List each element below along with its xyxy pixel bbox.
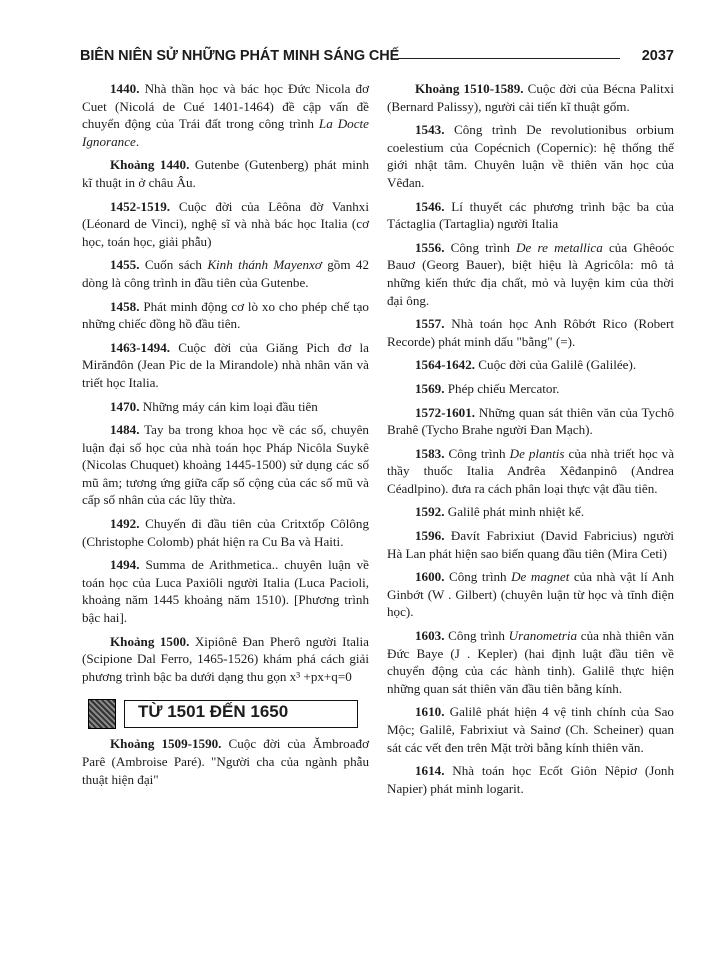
entry-text: Xipiônê Đan Pherô người Italia (Scipione Dal Ferro, 1465-1526) khám phá cách giải phương trình bậc ba dưới dạng thu gọn x³ +px+q=0: [82, 633, 369, 684]
section-heading: [82, 699, 369, 729]
entry-text: Cuộc đời của Ămbroađơ Parê (Ambroise Paré). "Người cha của ngành phẫu thuật hiện đại": [82, 736, 369, 787]
chronology-entry: [387, 315, 674, 350]
entry-text: Galilê phát minh nhiệt kế.: [447, 504, 585, 520]
entry-text: Công trình: [448, 569, 512, 585]
entry-text: Nhà toán học Ecốt Giôn Nêpiơ (Jonh Napier) phát minh logarit.: [387, 763, 675, 796]
chronology-entry: [387, 627, 674, 697]
entry-work-title: De magnet: [511, 569, 570, 585]
entry-date: 1610.: [415, 704, 445, 720]
chronology-entry: [387, 527, 674, 562]
entry-text: Cuốn sách: [144, 257, 208, 273]
entry-text: Cuộc đời của Galilê (Galilée).: [478, 357, 637, 373]
entry-text: Những máy cán kim loại đầu tiên: [142, 398, 318, 414]
entry-date: 1556.: [415, 239, 445, 255]
entry-date: 1494.: [110, 557, 140, 573]
entry-date: 1603.: [415, 628, 445, 644]
entry-text: Công trình: [450, 239, 517, 255]
chronology-entry: [82, 198, 369, 251]
entry-work-title: Kinh thánh Mayenxơ: [207, 257, 322, 273]
entry-text-continued: của Ghêoóc Bauơ (Georg Bauer), biệt hiệu là Agricôla: mô tả những kiến thức địa chất, mỏ và luyện kim của thời đại ông.: [387, 239, 675, 308]
chronology-entry: [82, 156, 369, 191]
ornament-icon: [88, 699, 116, 729]
entry-date: 1592.: [415, 504, 445, 520]
entry-date: 1470.: [110, 398, 140, 414]
entry-text: Cuộc đời của Bécna Palitxi (Bernard Palissy), người cải tiến kĩ thuật gốm.: [387, 81, 675, 114]
entry-work-title: De re metallica: [516, 239, 603, 255]
entry-date: Khoảng 1500.: [110, 633, 190, 649]
entry-text-continued: gồm 42 dòng là công trình in đầu tiên của Gutenbe.: [82, 257, 369, 290]
entry-text-continued: .: [135, 133, 140, 149]
entry-date: 1557.: [415, 316, 445, 332]
chronology-entry: [387, 121, 674, 191]
entry-text: Gutenbe (Gutenberg) phát minh kĩ thuật in ở châu Âu.: [82, 157, 369, 190]
entry-date: 1484.: [110, 422, 140, 438]
chronology-entry: [82, 421, 369, 509]
entry-text-continued: của nhà vật lí Anh Ginbớt (W . Gilbert) (chuyên luận từ học và tĩnh điện học).: [387, 569, 675, 620]
entry-text-continued: của nhà thiên văn Đức Baye (J . Kepler) (hai định luật đầu tiên về chuyển động của các hành tinh). Galilê thực hiện những quan sát thiên văn đầu tiên bằng kính.: [387, 628, 674, 696]
entry-text: Cuộc đời của Lêôna đờ Vanhxi (Léonard de Vinci), nghệ sĩ và nhà bác học Italia (cơ học, toán học, giải phẫu): [82, 198, 369, 249]
entry-text: Galilê phát hiện 4 vệ tinh chính của Sao Mộc; Galilê, Fabrixiut và Sainơ (Ch. Scheiner) quan sát các vết đen trên Mặt trời bằng kính thiên văn.: [387, 704, 674, 755]
chronology-entry: [387, 380, 674, 398]
right-column: [387, 80, 674, 803]
entry-text: Nhà thần học và bác học Đức Nicola đơ Cuet (Nicolá de Cué 1401-1464) đề cập vấn đề chuyển động của Trái đất trong công trình: [82, 81, 369, 132]
entry-date: 1492.: [110, 516, 140, 532]
entry-date: 1572-1601.: [415, 404, 476, 420]
page-number: 2037: [641, 48, 674, 64]
entry-work-title: De plantis: [509, 445, 565, 461]
chronology-entry: [387, 703, 674, 756]
entry-text: Lí thuyết các phương trình bậc ba của Táctaglia (Tartaglia) người Italia: [387, 198, 674, 232]
chronology-entry: [387, 239, 674, 309]
chronology-entry: [82, 633, 369, 686]
entry-date: 1455.: [110, 257, 140, 273]
entry-text: Summa de Arithmetica.. chuyên luận về toán học của Luca Paxiôli người Italia (Luca Pacioli, khoảng năm 1445 khoảng năm 1510). [Phương trình bậc hai].: [82, 557, 369, 626]
chronology-entry: [387, 762, 674, 797]
entry-date: Khoảng 1440.: [110, 157, 190, 173]
chronology-entry: [387, 356, 674, 374]
left-column: [82, 80, 369, 794]
running-title: BIÊN NIÊN SỬ NHỮNG PHÁT MINH SÁNG CHẾ: [80, 48, 400, 64]
chronology-entry: [387, 404, 674, 439]
entry-date: 1569.: [415, 380, 445, 396]
entry-text: Phát minh động cơ lò xo cho phép chế tạo những chiếc đồng hồ đầu tiên.: [82, 298, 369, 332]
entry-text: Công trình De revolutionibus orbium coelestium của Copécnich (Copernic): hệ thống thế giới nhật tâm. Chuyên luận về thiên văn học của Vêđan.: [387, 122, 675, 190]
entry-date: 1600.: [415, 569, 445, 585]
chronology-entry: [387, 445, 674, 498]
entry-text: Cuộc đời của Giăng Pich đơ la Mirănđôn (Jean Pic de la Mirandole) nhà nhân văn và triết học Italia.: [82, 339, 369, 390]
chronology-entry: [82, 556, 369, 626]
entry-text: Nhà toán học Anh Rôbớt Rico (Robert Recorde) phát minh dấu "bằng" (=).: [387, 316, 674, 349]
entry-date: 1564-1642.: [415, 357, 476, 373]
chronology-entry: [387, 198, 674, 233]
entry-date: 1543.: [415, 122, 445, 138]
left-entries: [82, 80, 369, 685]
chronology-entry: [387, 503, 674, 521]
entry-date: 1458.: [110, 298, 140, 314]
entry-text-continued: của nhà triết học và thầy thuốc Italia Anđrêa Xêđanpinô (Andrea Céadlpino). đưa ra cách phân loại thực vật đầu tiên.: [387, 445, 675, 496]
entry-text: Những quan sát thiên văn của Tychô Brahê (Tycho Brahe người Đan Mạch).: [387, 404, 674, 438]
entry-text: Đavít Fabrixiut (David Fabricius) người Hà Lan phát hiện sao biến quang đầu tiên (Mira Ceti): [387, 528, 674, 561]
entry-date: 1596.: [415, 528, 445, 544]
chronology-entry: [387, 80, 674, 115]
entry-date: 1463-1494.: [110, 339, 171, 355]
entry-text: Công trình: [448, 445, 510, 461]
chronology-entry: [387, 568, 674, 621]
left-entries-after-section: [82, 735, 369, 788]
entry-text: Phép chiếu Mercator.: [447, 380, 560, 396]
entry-date: Khoảng 1509-1590.: [110, 736, 222, 752]
page-header: [80, 48, 674, 70]
entry-date: Khoảng 1510-1589.: [415, 81, 524, 96]
section-title: TỪ 1501 ĐẾN 1650: [138, 702, 289, 722]
entry-date: 1614.: [415, 763, 445, 779]
entry-date: 1583.: [415, 445, 445, 461]
chronology-entry: [82, 398, 369, 416]
entry-text: Công trình: [448, 628, 509, 644]
entry-work-title: La Docte Ignorance: [82, 116, 369, 149]
chronology-entry: [82, 256, 369, 291]
entry-date: 1546.: [415, 198, 445, 214]
entry-text: Tay ba trong khoa học về các số, chuyên luận đại số học của nhà toán học Pháp Nicôla Suykê (Nicolas Chuquet) khoảng 1445-1500) sử dụng các số mũ âm; tương ứng giữa cấp số cộng của các số mũ và cấp số nhân của các lũy thừa.: [82, 422, 369, 508]
chronology-entry: [82, 298, 369, 333]
chronology-entry: [82, 339, 369, 392]
right-entries: [387, 80, 674, 797]
entry-work-title: Uranometria: [508, 628, 578, 644]
chronology-entry: [82, 515, 369, 550]
entry-text: Chuyến đi đầu tiên của Critxtốp Côlông (Christophe Colomb) phát hiện ra Cu Ba và Haiti.: [82, 516, 369, 549]
chronology-entry: [82, 80, 369, 150]
entry-date: 1452-1519.: [110, 198, 171, 214]
entry-date: 1440.: [110, 81, 140, 96]
chronology-entry: [82, 735, 369, 788]
header-rule: [398, 58, 620, 59]
